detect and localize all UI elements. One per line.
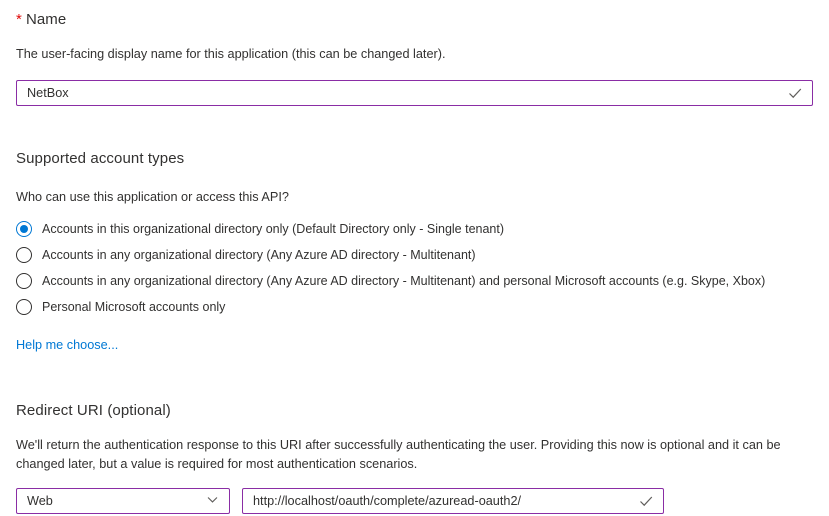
account-types-heading: Supported account types (16, 150, 185, 167)
radio-dot (20, 225, 28, 233)
account-types-radio-group (16, 216, 813, 320)
name-input[interactable] (17, 81, 812, 105)
radio-icon[interactable] (16, 273, 32, 289)
radio-option-personal-only[interactable] (16, 294, 813, 320)
radio-icon[interactable] (16, 221, 32, 237)
radio-dot (20, 251, 28, 259)
radio-dot (20, 277, 28, 285)
required-asterisk: * (16, 11, 22, 28)
account-types-question: Who can use this application or access this API? (16, 190, 289, 204)
redirect-uri-description: We'll return the authentication response to this URI after successfully authenticating the user. Providing this now is optional and it can be changed later, but a value is required for most authentication scenarios. (16, 438, 781, 471)
radio-option-label: Accounts in any organizational directory (Any Azure AD directory - Multitenant) and personal Microsoft accounts (e.g. Skype, Xbox) (42, 274, 766, 288)
radio-option-multitenant-personal[interactable] (16, 268, 813, 294)
platform-select-value: Web (27, 494, 53, 508)
redirect-uri-input-wrap (242, 488, 664, 514)
radio-option-label: Accounts in this organizational directory only (Default Directory only - Single tenant) (42, 222, 505, 236)
radio-option-label: Accounts in any organizational directory (Any Azure AD directory - Multitenant) (42, 248, 476, 262)
platform-select[interactable] (16, 488, 230, 514)
radio-option-multitenant[interactable] (16, 242, 813, 268)
redirect-uri-heading: Redirect URI (optional) (16, 402, 171, 419)
radio-option-label: Personal Microsoft accounts only (42, 300, 226, 314)
help-me-choose-link[interactable]: Help me choose... (16, 338, 119, 352)
redirect-uri-input[interactable] (243, 489, 663, 513)
radio-icon[interactable] (16, 247, 32, 263)
valid-checkmark-icon (787, 85, 803, 101)
radio-icon[interactable] (16, 299, 32, 315)
name-description: The user-facing display name for this application (this can be changed later). (16, 47, 446, 61)
radio-option-single-tenant[interactable] (16, 216, 813, 242)
radio-dot (20, 303, 28, 311)
name-label: Name (25, 11, 67, 28)
name-section-heading (16, 11, 813, 28)
chevron-down-icon (206, 493, 219, 509)
redirect-uri-controls (16, 488, 813, 514)
name-input-wrap (16, 80, 813, 106)
valid-checkmark-icon (638, 493, 654, 509)
